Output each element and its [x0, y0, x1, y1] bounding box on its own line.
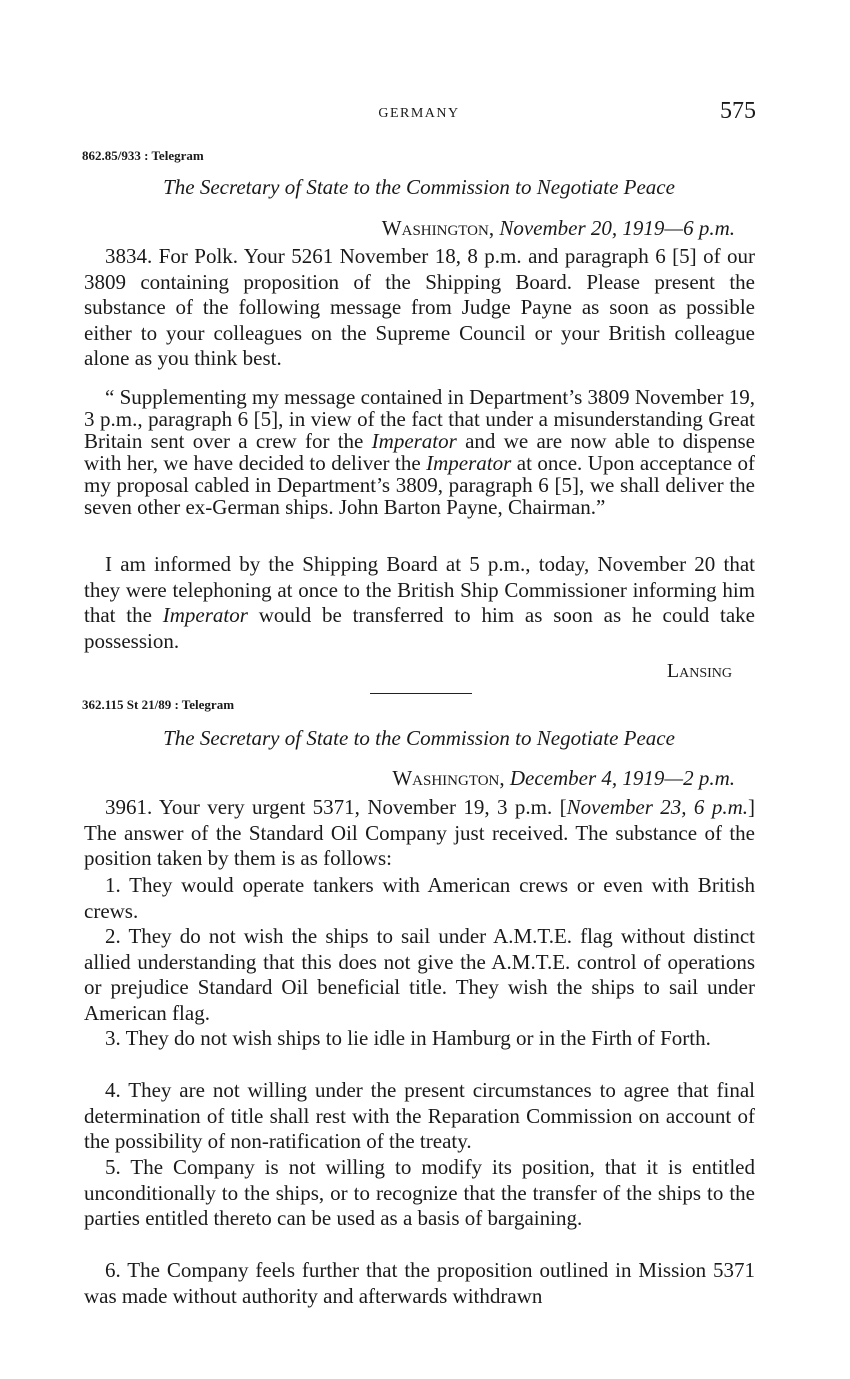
dateline	[392, 766, 735, 791]
list-item: 3. They do not wish ships to lie idle in Hamburg or in the Firth of Forth.	[105, 1026, 711, 1050]
dateline-place: Washington,	[381, 216, 495, 240]
page-number: 575	[720, 98, 756, 124]
quote-text: “ Supplementing my message contained in Department’s 3809 November 19, 3 p.m., paragraph 6 [5], in view of the fact that under a misunderstanding Great Britain sent over a crew for the	[84, 385, 755, 453]
paragraph-text: would be transferred to him as soon as he could take possession.	[84, 603, 755, 653]
dateline-date: December 4, 1919—2 p.m.	[509, 766, 735, 790]
list-item: 5. The Company is not willing to modify its position, that it is entitled unconditionally to the ships, or to recognize that the transfer of the ships to the parties entitled thereto can be used as a basis of bargaining.	[84, 1155, 755, 1231]
signature: Lansing	[666, 660, 732, 682]
dateline-place: Washington,	[392, 766, 505, 790]
document-heading: The Secretary of State to the Commission to Negotiate Peace	[163, 726, 675, 750]
list-item: 6. The Company feels further that the proposition outlined in Mission 5371 was made without authority and afterwards withdrawn	[84, 1258, 755, 1308]
ship-name: Imperator	[162, 603, 248, 628]
running-head: GERMANY	[378, 106, 460, 121]
list-item: 4. They are not willing under the present circumstances to agree that final determination of title shall rest with the Reparation Commission on account of the possibility of non-ratification of the treaty.	[84, 1078, 755, 1154]
dateline-date: November 20, 1919—6 p.m.	[499, 216, 735, 240]
quote-text: at once. Upon acceptance of my proposal cabled in Department’s 3809, paragraph 6 [5], we shall deliver the seven other ex-German ships. John Barton Payne, Chairman.”	[84, 451, 755, 519]
file-reference: 862.85/933 : Telegram	[82, 148, 204, 163]
paragraph-text: 3961. Your very urgent 5371, November 19, 3 p.m. [	[105, 795, 567, 819]
quoted-message	[84, 386, 755, 518]
file-reference: 362.115 St 21/89 : Telegram	[82, 697, 235, 712]
telegram-paragraph: 3834. For Polk. Your 5261 November 18, 8 p.m. and paragraph 6 [5] of our 3809 containing proposition of the Shipping Board. Please present the substance of the following message from Judge Payne as soon as possible either to your colleagues on the Supreme Council or your British colleague alone as you think best.	[84, 244, 755, 371]
list-item: 1. They would operate tankers with American crews or even with British crews.	[84, 873, 755, 923]
telegram-paragraph	[84, 795, 755, 872]
paragraph-text: ] The answer of the Standard Oil Company just received. The substance of the position taken by them is as follows:	[84, 795, 755, 871]
quote-text: and we are now able to dispense with her, we have decided to deliver the	[84, 429, 755, 475]
list-item: 2. They do not wish the ships to sail under A.M.T.E. flag without distinct allied understanding that this does not give the A.M.T.E. control of operations or prejudice Standard Oil beneficial title. They wish the ships to sail under American flag.	[84, 924, 755, 1025]
document-heading: The Secretary of State to the Commission to Negotiate Peace	[163, 175, 675, 199]
ship-name: Imperator	[426, 451, 512, 475]
ship-name: Imperator	[371, 429, 457, 453]
dateline	[382, 216, 735, 241]
telegram-paragraph	[84, 552, 755, 654]
section-divider	[370, 693, 472, 694]
paragraph-text: I am informed by the Shipping Board at 5 p.m., today, November 20 that they were telephoning at once to the British Ship Commissioner informing him that the	[84, 552, 755, 628]
page-header	[82, 98, 756, 128]
italic-date: November 23, 6 p.m.	[566, 795, 748, 819]
